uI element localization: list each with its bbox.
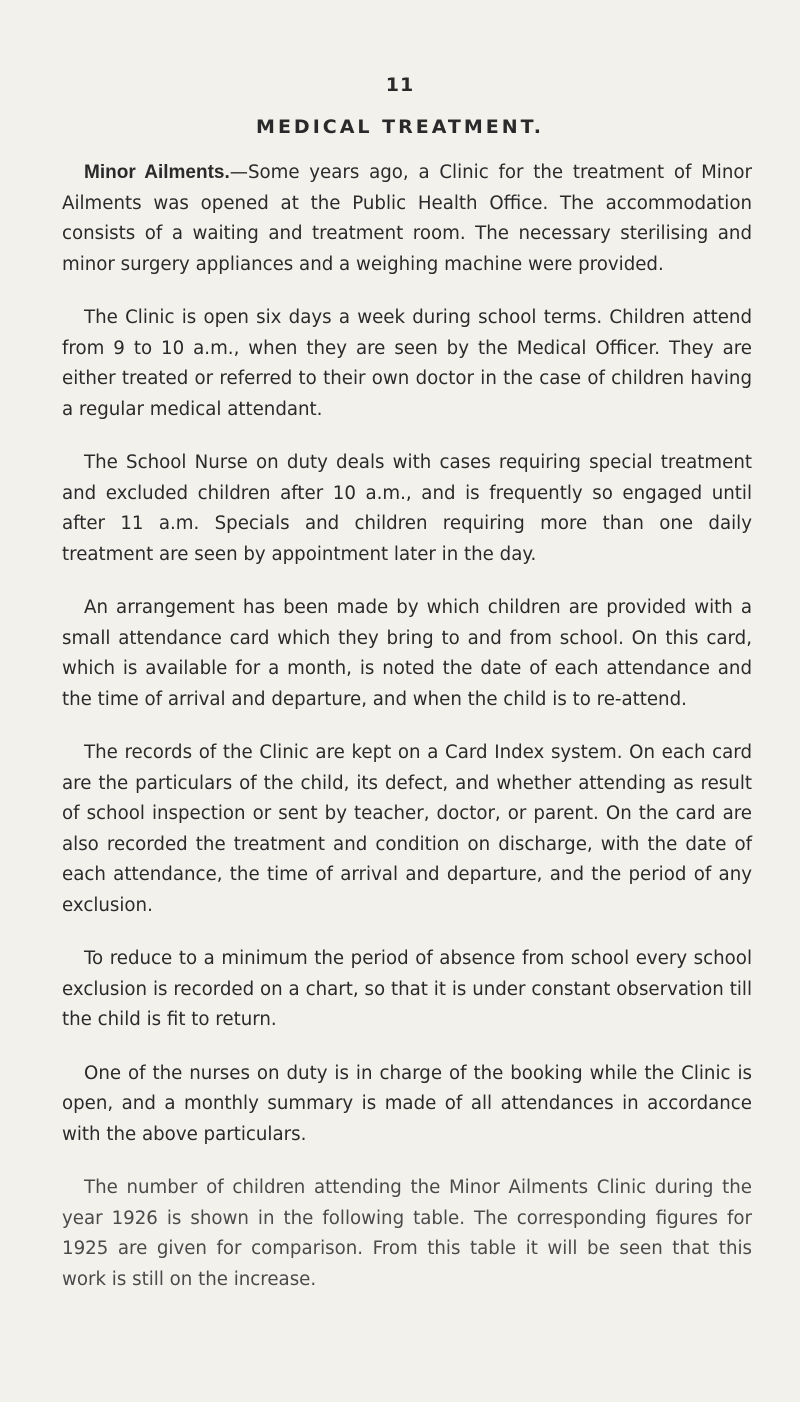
paragraph-exclusion-chart: To reduce to a minimum the period of absence from school every school exclusion is recorded on a chart, so that it is under constant observation till the child is fit to return. [62, 948, 752, 1030]
page-number: 11 [385, 74, 415, 96]
body-text [62, 158, 752, 1318]
paragraph-school-nurse: The School Nurse on duty deals with cases requiring special treatment and excluded children after 10 a.m., and is frequently so engaged until after 11 a.m. Specials and children requiring more than one daily treatment are seen by appointment later in the day. [62, 452, 752, 565]
paragraph-attendance-table: The number of children attending the Minor Ailments Clinic during the year 1926 is shown in the following table. The corresponding figures for 1925 are given for comparison. From this table it will be seen that this work is still on the increase. [62, 1177, 752, 1290]
paragraph-card-index: The records of the Clinic are kept on a Card Index system. On each card are the particulars of the child, its defect, and whether attending as result of school inspection or sent by teacher, doctor, or parent. On the card are also recorded the treatment and condition on discharge, with the date of each attendance, the time of arrival and departure, and the period of any exclusion. [62, 742, 752, 916]
paragraph-text: —Some years ago, a Clinic for the treatment of Minor Ailments was opened at the Public Health Office. The accommodation consists of a waiting and treatment room. The necessary sterilising and minor surgery appliances and a weighing machine were provided. [62, 162, 752, 275]
paragraph-lead-in: Minor Ailments. [84, 162, 230, 183]
paragraph-minor-ailments [62, 158, 752, 280]
section-heading: MEDICAL TREATMENT. [256, 116, 544, 138]
paragraph-clinic-hours: The Clinic is open six days a week during school terms. Children attend from 9 to 10 a.m., when they are seen by the Medical Officer. They are either treated or referred to their own doctor in the case of children having a regular medical attendant. [62, 307, 752, 420]
paragraph-attendance-card: An arrangement has been made by which children are provided with a small attendance card which they bring to and from school. On this card, which is available for a month, is noted the date of each attendance and the time of arrival and departure, and when the child is to re-attend. [62, 597, 752, 710]
paragraph-booking: One of the nurses on duty is in charge of the booking while the Clinic is open, and a monthly summary is made of all attendances in accordance with the above particulars. [62, 1062, 752, 1145]
